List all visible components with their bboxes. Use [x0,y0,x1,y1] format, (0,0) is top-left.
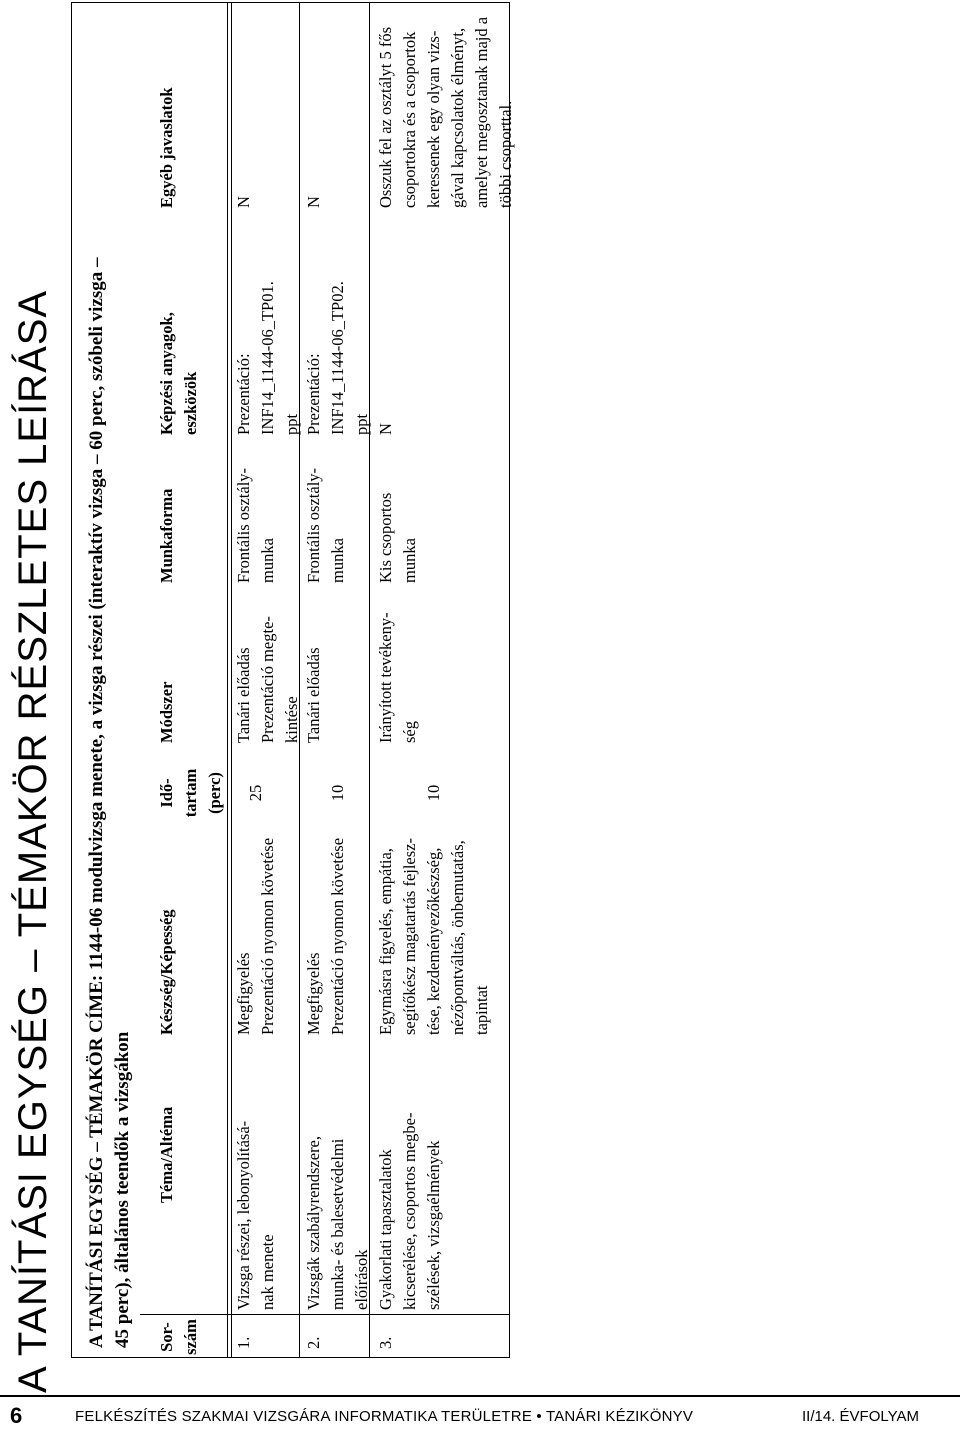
header-modszer: Módszer [157,681,176,743]
row3-tema: Gyakorlati tapasztalatok kicserélése, csoportos megbe- szélések, vizsgaélmények [376,1112,443,1310]
header-anyagok: Képzési anyagok, eszközök [157,312,200,435]
page-title: A TANÍTÁSI EGYSÉG – TÉMAKÖR RÉSZLETES LEÍRÁSA [11,289,55,1393]
row1-egyeb: N [234,196,253,208]
section-title [84,18,136,1348]
row2-munkaforma: Frontális osztály- munka [304,467,347,583]
row1-num: 1. [234,1336,253,1349]
row1-ido: 25 [246,784,265,802]
row3-anyagok: N [376,423,395,435]
row1-anyagok: Prezentáció: INF14_1144-06_TP01. ppt [234,281,301,435]
header-egyeb: Egyéb javaslatok [157,87,176,208]
row3-egyeb: Osszuk fel az osztályt 5 fős csoportokra és a csoportok keressenek egy olyan vizs- gával kapcsolatok élményt, amelyet megosztanak majd a többi csoporttal. [376,16,515,208]
footer-grade: II/14. ÉVFOLYAM [802,1408,919,1425]
page-footer [0,1405,960,1431]
row2-modszer: Tanári előadás [304,647,323,743]
footer-title: FELKÉSZÍTÉS SZAKMAI VIZSGÁRA INFORMATIKA TERÜLETRE • TANÁRI KÉZIKÖNYV [75,1408,694,1425]
row3-modszer: Irányított tevékeny- ség [376,612,419,743]
row2-ido: 10 [328,784,347,802]
row1-keszseg: Megfigyelés Prezentáció nyomon követése [234,837,277,1035]
row2-num: 2. [304,1336,323,1349]
header-keszseg: Készség/Képesség [157,909,176,1035]
row2-keszseg: Megfigyelés Prezentáció nyomon követése [304,837,347,1035]
row1-tema: Vizsga részei, lebonyolításá- nak menete [234,1120,277,1310]
row2-egyeb: N [304,196,323,208]
row3-keszseg: Egymásra figyelés, empátia, segítőkész magatartás fejlesz- tése, kezdeményezőkészség, nézőpontváltás, önbemutatás, tapintat [376,838,491,1035]
row1-munkaforma: Frontális osztály- munka [234,467,277,583]
header-idotartam: Idő- tartam (perc) [157,768,224,818]
row2-tema: Vizsgák szabályrendszere, munka- és balesetvédelmi előírások [304,1135,371,1310]
footer-divider [0,1395,960,1397]
section-title-line-1: A TANÍTÁSI EGYSÉG – TÉMAKÖR CÍME: 1144-06 modulvizsga menete, a vizsga részei (interaktív vizsga – 60 perc, szóbeli vizsga – [86,257,107,1348]
header-munkaforma: Munkaforma [157,488,176,583]
row1-modszer: Tanári előadás Prezentáció megte- kintése [234,616,301,743]
row3-munkaforma: Kis csoportos munka [376,492,419,583]
header-tema: Téma/Altéma [157,1106,176,1203]
section-title-line-2: 45 perc), általános teendők a vizsgákon [112,1031,133,1348]
row2-anyagok: Prezentáció: INF14_1144-06_TP02. ppt [304,281,371,435]
page-number: 6 [10,1403,23,1428]
row3-num: 3. [376,1336,395,1349]
row3-ido: 10 [424,784,443,802]
header-sorszam: Sor- szám [157,1319,200,1355]
